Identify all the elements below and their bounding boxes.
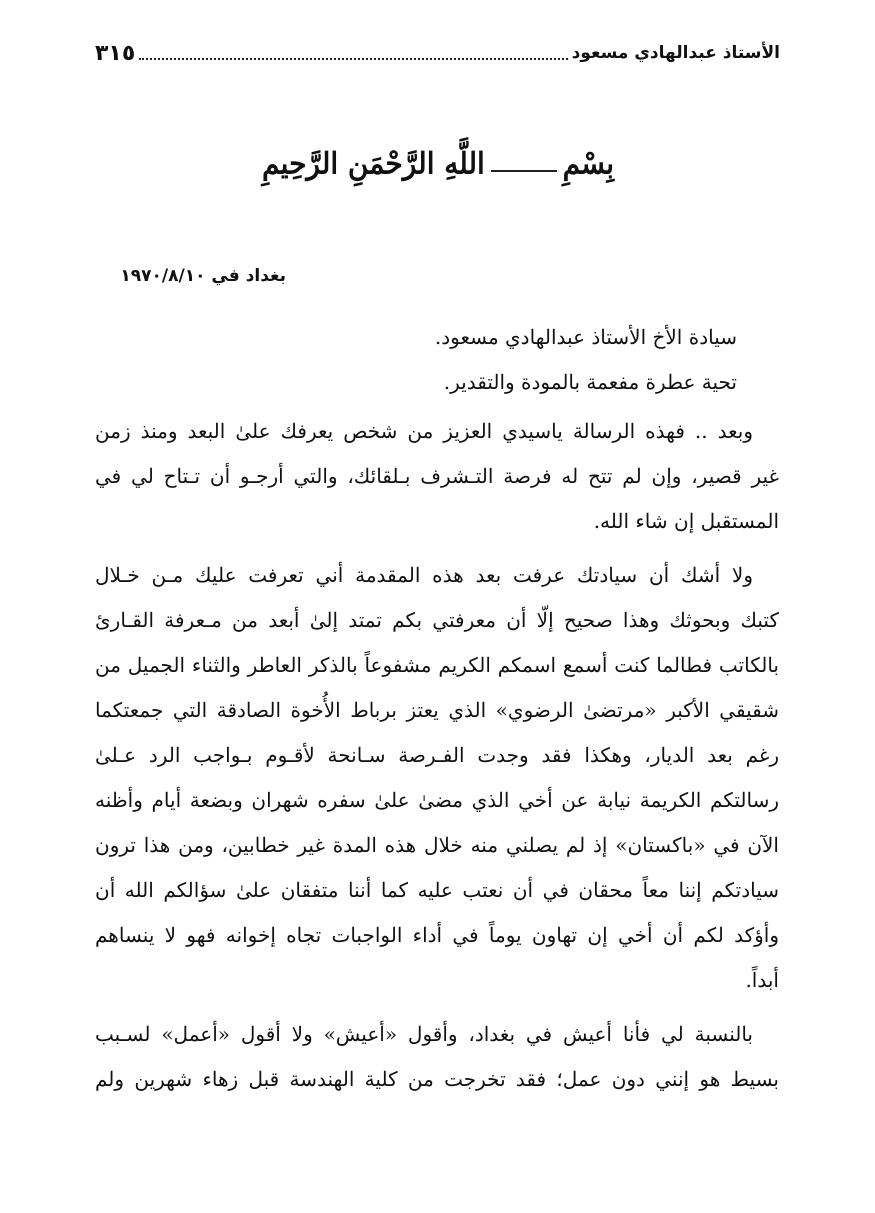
page-number: ٣١٥: [95, 40, 136, 66]
paragraph-line: بسيط هو إنني دون عمل؛ فقد تخرجت من كلية الهندسة قبل زهاء شهرين ولم: [95, 1067, 779, 1091]
paragraph-line: وأؤكد لكم أن أخي إن تهاون يوماً في أداء الواجبات تجاه إخوانه فهو لا ينساهم: [95, 923, 779, 947]
paragraph-line: شقيقي الأكبر «مرتضىٰ الرضوي» الذي يعتز برباط الأُخوة الصادقة التي جمعتكما: [95, 698, 779, 722]
paragraph-line: رغم بعد الديار، وهكذا فقد وجدت الفـرصة سـانحة لأقـوم بـواجب الرد عـلىٰ: [95, 743, 779, 767]
paragraph-line: بالنسبة لي فأنا أعيش في بغداد، وأقول «أعيش» ولا أقول «أعمل» لسـبب: [95, 1022, 753, 1046]
paragraph-line: كتبك وبحوثك وهذا صحيح إلّا أن معرفتي بكم تمتد إلىٰ أبعد من مـعرفة القـارئ: [95, 608, 779, 632]
basmala-extension-line: [491, 170, 557, 172]
paragraph-line: أبداً.: [745, 968, 779, 992]
greeting-line: تحية عطرة مفعمة بالمودة والتقدير.: [443, 370, 737, 394]
address-line: سيادة الأخ الأستاذ عبدالهادي مسعود.: [434, 325, 737, 349]
paragraph-line: ولا أشك أن سيادتك عرفت بعد هذه المقدمة أني تعرفت عليك مـن خـلال: [95, 563, 753, 587]
dot-leader: [139, 58, 567, 60]
basmala-first-word: بِسْمِ: [562, 145, 614, 181]
paragraph-line: غير قصير، وإن لم تتح له فرصة التـشرف بـلقائك، والتي أرجـو أن تـتاح لي في: [95, 464, 779, 488]
paragraph-line: وبعد .. فهذه الرسالة ياسيدي العزيز من شخص يعرفك علىٰ البعد ومنذ زمن: [95, 419, 753, 443]
letter-body: [95, 315, 779, 1102]
paragraph-line: رسالتكم الكريمة نيابة عن أخي الذي مضىٰ علىٰ سفره شهران وبضعة أيام وأظنه: [95, 788, 779, 812]
letter-date: بغداد في ١٩٧٠/٨/١٠: [120, 266, 286, 286]
basmala-calligraphy: [262, 132, 614, 194]
paragraph-3: [95, 1012, 779, 1102]
paragraph-2: [95, 553, 779, 1003]
paragraph-line: المستقبل إن شاء الله.: [593, 509, 779, 533]
paragraph-line: بالكاتب فطالما كنت أسمع اسمكم الكريم مشفوعاً بالذكر العاطر والثناء الجميل من: [95, 653, 779, 677]
running-header: [95, 36, 780, 70]
paragraph-1: [95, 409, 779, 544]
paragraph-line: الآن في «باكستان» إذ لم يصلني منه خلال هذه المدة غير خطابين، ومن هذا ترون: [95, 833, 779, 857]
paragraph-line: سيادتكم إننا معاً محقان في أن نعتب عليه كما أننا متفقان علىٰ سؤالكم الله أن: [95, 878, 779, 902]
running-title: الأستاذ عبدالهادي مسعود: [571, 43, 780, 63]
basmala-rest: اللَّهِ الرَّحْمَنِ الرَّحِيمِ: [262, 145, 485, 181]
